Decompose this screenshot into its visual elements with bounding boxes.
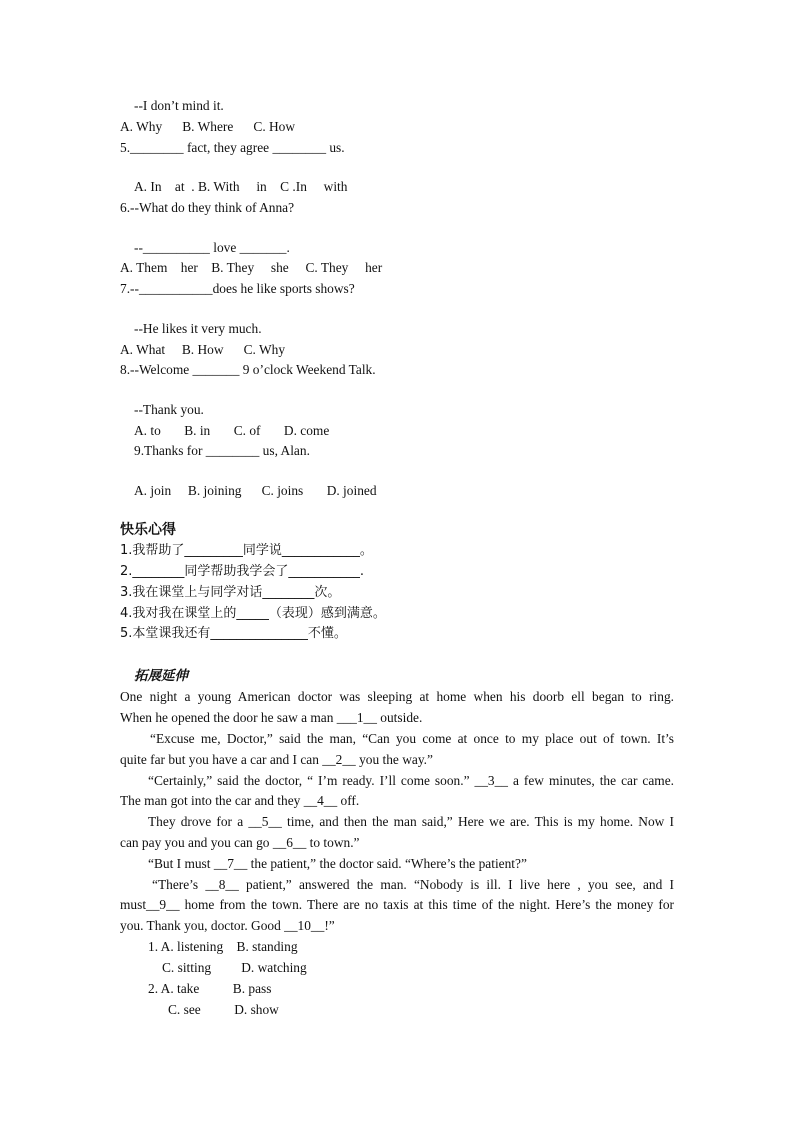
reflection-title: 快乐心得 — [120, 522, 176, 538]
passage-line-9: “But I must __7__ the patient,” the doctor said. “Where’s the patient?” — [148, 856, 527, 871]
passage-line-6: The man got into the car and they __4__ off. — [120, 793, 360, 808]
option-line-4: C. see D. show — [168, 1002, 279, 1017]
q6-options: A. Them her B. They she C. They her — [120, 260, 383, 275]
q4-options: A. Why B. Where C. How — [120, 119, 296, 134]
reflection-item-2: 2.________同学帮助我学会了___________. — [120, 564, 365, 579]
reflection-item-5: 5.本堂课我还有_______________不懂。 — [120, 626, 347, 641]
passage-line-3: “Excuse me, Doctor,” said the man, “Can you come at once to my place out of town. It’s — [150, 731, 674, 746]
passage-line-1: One night a young American doctor was sleeping at home when his doorb ell began to ring. — [120, 689, 674, 704]
passage-line-8: can pay you and you can go __6__ to town.” — [120, 835, 360, 850]
q8-options: A. to B. in C. of D. come — [134, 423, 330, 438]
q7-answer: --He likes it very much. — [134, 321, 262, 336]
q7-stem: 7.--___________does he like sports shows? — [120, 281, 355, 296]
q8-stem: 8.--Welcome _______ 9 o’clock Weekend Talk. — [120, 362, 376, 377]
passage-line-4: quite far but you have a car and I can __2__ you the way.” — [120, 752, 433, 767]
passage-line-5: “Certainly,” said the doctor, “ I’m ready. I’ll come soon.” __3__ a few minutes, the car came. — [148, 773, 674, 788]
q7-options: A. What B. How C. Why — [120, 342, 286, 357]
reflection-item-4: 4.我对我在课堂上的_____（表现）感到满意。 — [120, 606, 386, 621]
q5-stem: 5.________ fact, they agree ________ us. — [120, 140, 345, 155]
passage-line-12: you. Thank you, doctor. Good __10__!” — [120, 918, 335, 933]
q8-answer: --Thank you. — [134, 402, 204, 417]
q6-stem: 6.--What do they think of Anna? — [120, 200, 295, 215]
reflection-item-1: 1.我帮助了_________同学说____________。 — [120, 543, 373, 558]
option-line-3: 2. A. take B. pass — [148, 981, 272, 996]
passage-line-7: They drove for a __5__ time, and then the man said,” Here we are. This is my home. Now I — [148, 814, 674, 829]
passage-line-2: When he opened the door he saw a man ___1__ outside. — [120, 710, 423, 725]
passage-line-11: must__9__ home from the town. There are no taxis at this time of the night. Here’s the money for — [120, 897, 674, 912]
q5-options: A. In at . B. With in C .In with — [134, 179, 348, 194]
option-line-1: 1. A. listening B. standing — [148, 939, 298, 954]
passage-line-10: “There’s __8__ patient,” answered the man. “Nobody is ill. I live here , you see, and I — [152, 877, 674, 892]
q6-blank: --__________ love _______. — [134, 240, 290, 255]
option-line-2: C. sitting D. watching — [162, 960, 307, 975]
q9-options: A. join B. joining C. joins D. joined — [134, 483, 377, 498]
reflection-item-3: 3.我在课堂上与同学对话________次。 — [120, 585, 341, 600]
extension-title: 拓展延伸 — [134, 668, 188, 684]
q4-answer: --I don’t mind it. — [134, 98, 224, 113]
q9-stem: 9.Thanks for ________ us, Alan. — [134, 443, 310, 458]
